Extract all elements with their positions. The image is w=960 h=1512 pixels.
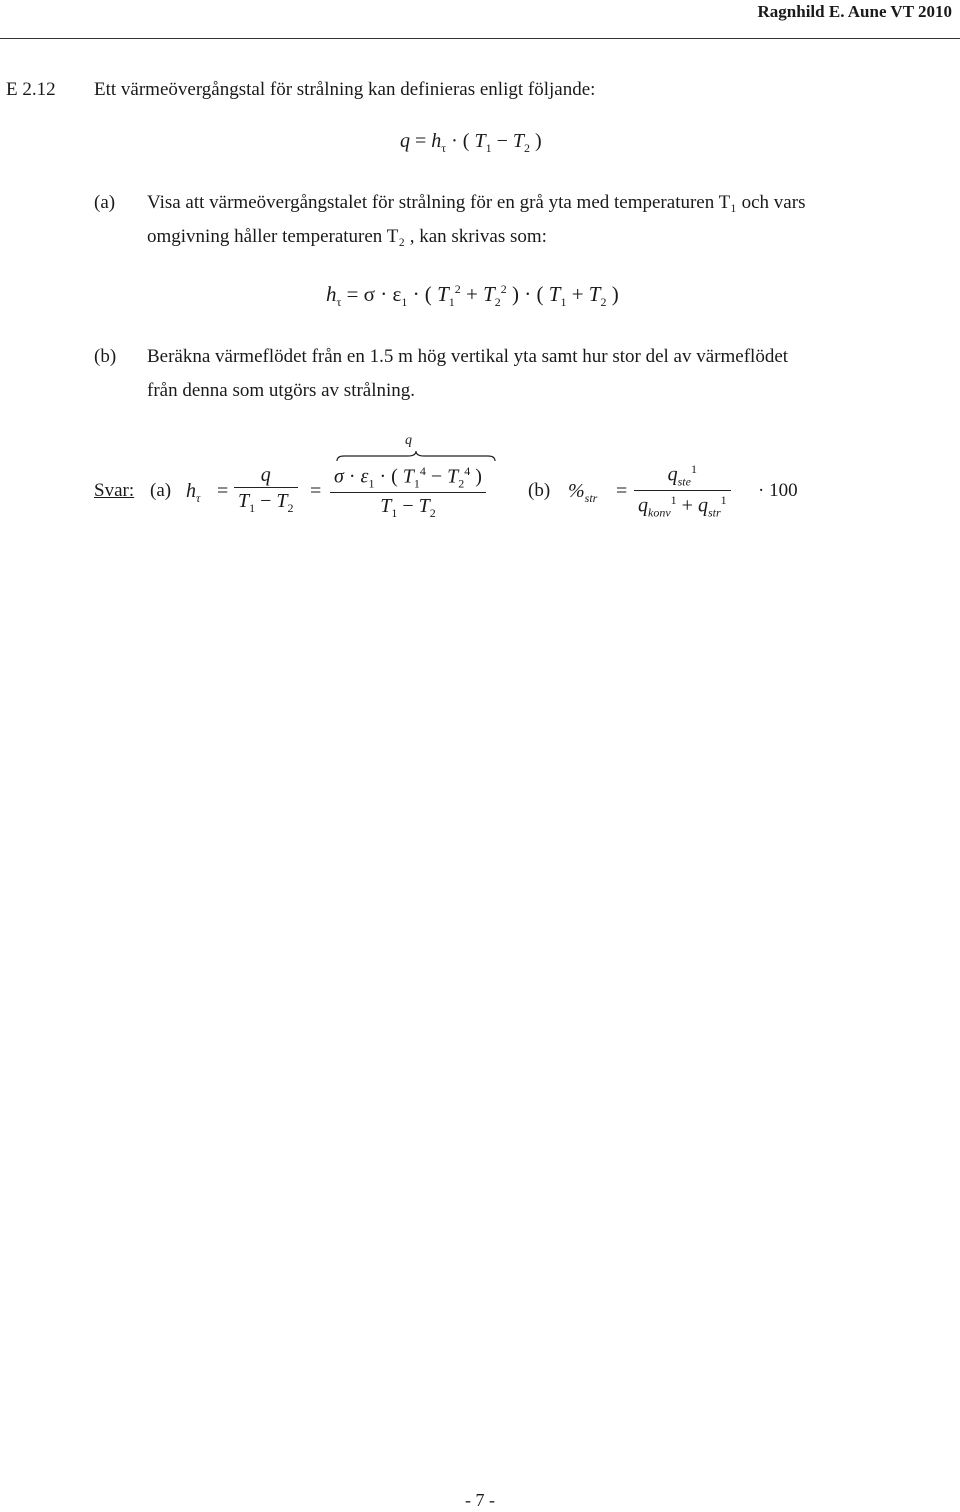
header-divider: [0, 38, 960, 39]
brace-label-q: q: [405, 433, 412, 448]
exercise-intro: Ett värmeövergångstal för strålning kan definieras enligt följande:: [94, 79, 596, 100]
header-author: Ragnhild E. Aune VT 2010: [757, 2, 952, 21]
answer-b-fraction: $q_{ste}^1$ $q_{konv}^1 + q_{str}^1$: [634, 462, 731, 520]
answer-a-equals-2: =: [310, 480, 322, 502]
part-a-label: (a): [94, 192, 116, 213]
answer-a-label: (a): [150, 480, 172, 501]
page-number: - 7 -: [465, 1490, 495, 1510]
answer-b-percent-str: $\%_{str}$: [568, 480, 598, 505]
equation-definition: $q = h_\tau$ · ( $T_1 - T_2$ ): [400, 130, 542, 155]
answer-b-times-100: · 100: [758, 480, 798, 501]
answer-a-fraction-2: $\frac{\sigma \cdot \varepsilon_1 \cdot ( T_1^4 - T_2^4 )}{T_1 - T_2}$: [330, 464, 486, 521]
answer-a-htau: $h_\tau$: [186, 480, 201, 505]
part-a-text-line1: Visa att värmeövergångstalet för strålning för en grå yta med temperaturen T₁ och vars: [147, 192, 806, 213]
answer-b-label: (b): [528, 480, 551, 501]
answer-a-equals-1: =: [217, 480, 229, 502]
answer-label: Svar:: [94, 480, 135, 501]
exercise-number: E 2.12: [6, 79, 56, 100]
overbrace: [336, 450, 496, 462]
answer-b-equals: =: [616, 480, 628, 502]
part-b-text-line2: från denna som utgörs av strålning.: [147, 380, 416, 401]
equation-htau: $h_\tau = \sigma \cdot \varepsilon_1$ · ( $T_1^2 + T_2^2$ ) · ( $T_1 + T_2$ ): [326, 282, 619, 310]
part-b-text-line1: Beräkna värmeflödet från en 1.5 m hög vertikal yta samt hur stor del av värmeflödet: [147, 346, 789, 367]
part-b-label: (b): [94, 346, 117, 367]
part-a-text-line2: omgivning håller temperaturen T₂ , kan skrivas som:: [147, 226, 547, 247]
answer-a-fraction-1: $\frac{q}{T_1 - T_2}$: [234, 464, 298, 516]
